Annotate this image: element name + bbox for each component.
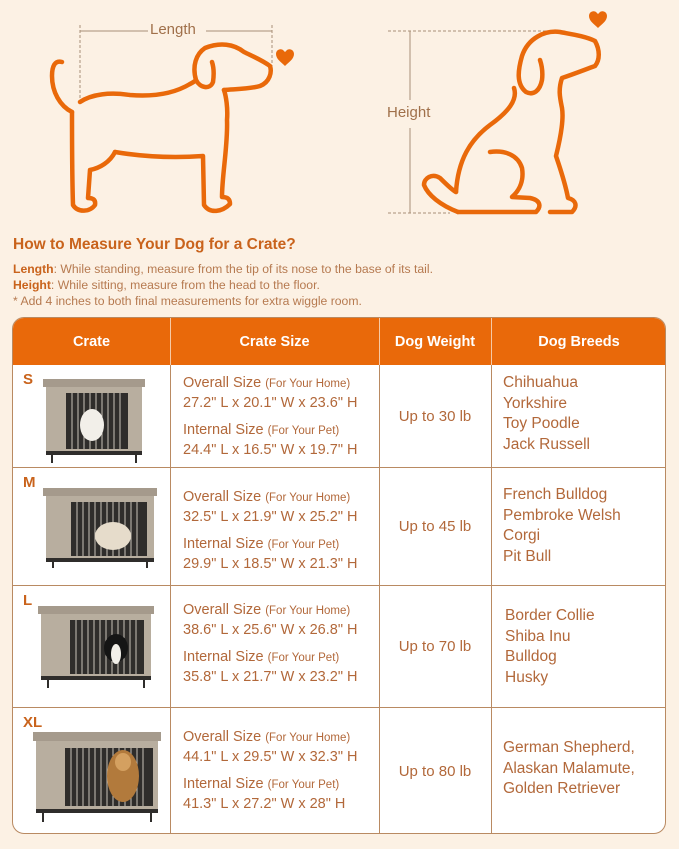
sitting-dog-outline-icon — [424, 32, 599, 212]
column-header-crate-size: Crate Size — [239, 333, 310, 350]
overall-dimensions: 44.1" L x 29.5" W x 32.3" H — [183, 749, 358, 765]
crate-l-photo — [36, 604, 156, 688]
crate-size-details: Overall Size (For Your Home) 44.1" L x 29.5" W x 32.3" H Internal Size (For Your Pet) 41.3" L x 27.2" W x 28" H — [183, 729, 358, 812]
internal-dimensions: 35.8" L x 21.7" W x 23.2" H — [183, 669, 358, 685]
size-label: S — [23, 371, 34, 388]
column-header-crate: Crate — [72, 333, 111, 350]
measurement-instructions — [13, 261, 433, 309]
dog-weight: Up to 80 lb — [398, 763, 472, 780]
overall-dimensions: 38.6" L x 25.6" W x 26.8" H — [183, 622, 358, 638]
crate-xl-photo — [31, 730, 163, 822]
dog-weight: Up to 70 lb — [398, 638, 472, 655]
crate-size-details: Overall Size (For Your Home) 32.5" L x 21.9" W x 25.2" H Internal Size (For Your Pet) 29.9" L x 18.5" W x 21.3" H — [183, 489, 358, 572]
guide-title: How to Measure Your Dog for a Crate? — [13, 236, 296, 253]
crate-s-photo — [40, 377, 148, 463]
height-instruction: Height: While sitting, measure from the head to the floor. — [13, 278, 320, 292]
crate-m-photo — [41, 486, 159, 568]
overall-dimensions: 27.2" L x 20.1" W x 23.6" H — [183, 395, 358, 411]
column-header-dog-breeds: Dog Breeds — [538, 333, 620, 350]
heart-icon — [276, 49, 294, 66]
table-row-l — [13, 586, 665, 707]
crate-size-table — [12, 317, 666, 834]
table-header — [13, 318, 665, 365]
dog-weight: Up to 45 lb — [398, 518, 472, 535]
dog-breeds-list: Border Collie Shiba Inu Bulldog Husky — [505, 607, 595, 686]
height-dimension-label: Height — [387, 104, 431, 121]
dog-breeds-list: French Bulldog Pembroke Welsh Corgi Pit Bull — [503, 486, 621, 565]
internal-dimensions: 41.3" L x 27.2" W x 28" H — [183, 796, 346, 812]
dog-breeds-list: Chihuahua Yorkshire Toy Poodle Jack Russell — [503, 374, 590, 453]
wiggle-room-note: * Add 4 inches to both final measurements for extra wiggle room. — [13, 294, 362, 308]
table-row-m — [13, 468, 665, 585]
size-label: M — [23, 474, 36, 491]
size-label: L — [23, 592, 33, 609]
length-instruction: Length: While standing, measure from the tip of its nose to the base of its tail. — [13, 262, 433, 276]
overall-dimensions: 32.5" L x 21.9" W x 25.2" H — [183, 509, 358, 525]
internal-dimensions: 24.4" L x 16.5" W x 19.7" H — [183, 442, 358, 458]
size-label: XL — [23, 714, 43, 731]
crate-size-details: Overall Size (For Your Home) 27.2" L x 20.1" W x 23.6" H Internal Size (For Your Pet) 24.4" L x 16.5" W x 19.7" H — [183, 375, 358, 458]
dog-weight: Up to 30 lb — [398, 407, 472, 425]
dog-breeds-list: German Shepherd, Alaskan Malamute, Golden Retriever — [503, 739, 635, 797]
length-dimension-label: Length — [150, 21, 196, 38]
standing-dog-outline-icon — [52, 45, 271, 211]
table-row-s — [13, 365, 665, 467]
measurement-illustration — [0, 0, 679, 225]
column-header-dog-weight: Dog Weight — [394, 333, 476, 350]
table-row-xl — [13, 708, 665, 834]
dog-measurement-diagram — [0, 0, 679, 225]
crate-size-details: Overall Size (For Your Home) 38.6" L x 25.6" W x 26.8" H Internal Size (For Your Pet) 35.8" L x 21.7" W x 23.2" H — [183, 602, 358, 685]
internal-dimensions: 29.9" L x 18.5" W x 21.3" H — [183, 556, 358, 572]
